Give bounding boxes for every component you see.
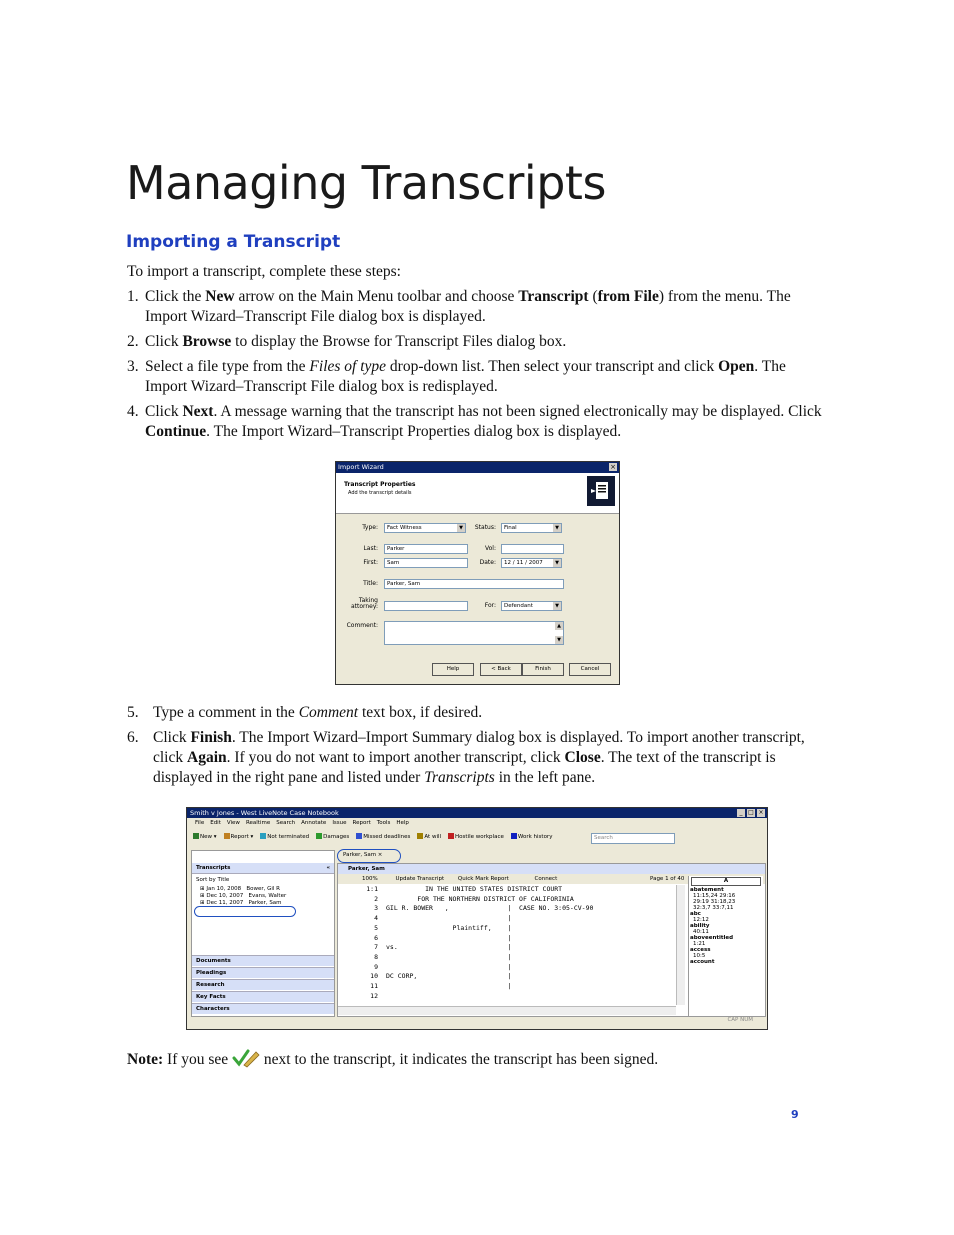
case-notebook-screenshot — [186, 807, 768, 1030]
minimize-icon[interactable]: _ — [737, 809, 745, 817]
line-numbers — [338, 885, 378, 1001]
line-number: 9 — [374, 962, 378, 971]
signed-check-pencil-icon — [232, 1048, 260, 1068]
section-key-facts[interactable] — [192, 991, 334, 1002]
index-word[interactable]: aboveentitled — [690, 935, 734, 941]
step-text: Finish — [190, 729, 232, 746]
tab-parker-sam[interactable]: Parker, Sam × — [343, 852, 383, 858]
wizard-header-subtitle: Add the transcript details — [348, 490, 412, 496]
note — [127, 1048, 658, 1070]
transcript-line: IN THE UNITED STATES DISTRICT COURT — [386, 885, 563, 893]
step-number: 1. — [127, 288, 139, 305]
menu-item-issue[interactable]: Issue — [332, 820, 347, 826]
step-item — [127, 703, 827, 723]
step-text: from File — [597, 288, 659, 305]
step-text: Click — [145, 333, 183, 350]
collapse-icon: « — [326, 865, 330, 871]
scroll-up-icon[interactable]: ▲ — [555, 622, 563, 630]
toolbar-item[interactable] — [448, 834, 504, 840]
vol-label: Vol: — [485, 545, 496, 552]
toolbar-label: Missed deadlines — [363, 833, 411, 840]
page-number: 9 — [791, 1108, 799, 1121]
step-text: . The text of the transcript is displayed in the right pane and listed under — [153, 749, 776, 786]
step-text: Browse — [182, 333, 232, 350]
step-number: 3. — [127, 358, 139, 375]
step-text: Next — [182, 403, 214, 420]
first-label: First: — [363, 559, 378, 566]
section-documents[interactable] — [192, 955, 334, 966]
step-item — [127, 357, 827, 397]
transcript-text — [386, 885, 671, 1001]
line-number: 1:1 — [366, 885, 378, 893]
transcript-line: | — [386, 914, 512, 923]
tag-color-icon — [356, 833, 362, 839]
transcript-line: | — [386, 952, 512, 961]
note-label: Note: — [127, 1051, 164, 1068]
menu-item-realtime[interactable]: Realtime — [245, 820, 271, 826]
step-text: arrow on the Main Menu toolbar and choose — [234, 288, 519, 305]
line-number: 12 — [370, 991, 378, 1000]
menu-item-edit[interactable]: Edit — [210, 820, 221, 826]
section-label: Research — [196, 982, 225, 988]
last-name-field[interactable]: Parker — [384, 544, 468, 554]
step-text: in the left pane. — [494, 769, 596, 786]
page-title: Managing Transcripts — [126, 156, 606, 210]
steps-list-1 — [127, 287, 827, 447]
menu-item-view[interactable]: View — [226, 820, 240, 826]
index-letter[interactable]: A — [691, 877, 761, 886]
menu-item-annotate[interactable]: Annotate — [301, 820, 327, 826]
quick-mark-report-button[interactable]: Quick Mark Report — [457, 876, 509, 882]
line-number: 3 — [374, 904, 378, 913]
line-number: 7 — [374, 943, 378, 952]
step-number: 6. — [127, 729, 139, 746]
chevron-down-icon: ▼ — [553, 602, 561, 610]
index-reference[interactable]: 10:5 — [693, 953, 706, 959]
tag-color-icon — [448, 833, 454, 839]
toolbar-item[interactable] — [260, 834, 309, 840]
type-label: Type: — [362, 524, 378, 531]
step-text: . The Import Wizard–Transcript Properties dialog box is displayed. — [206, 423, 622, 440]
step-text: ) from the menu. The Import Wizard–Transcript File dialog box is displayed. — [145, 288, 791, 325]
toolbar-label: Report ▾ — [230, 833, 254, 840]
taking-attorney-label: Taking attorney: — [350, 597, 378, 610]
comment-field[interactable] — [384, 621, 564, 645]
scroll-down-icon[interactable]: ▼ — [555, 636, 563, 644]
step-text: Transcript — [518, 288, 589, 305]
step-text: Transcripts — [424, 769, 495, 786]
date-label: Date: — [479, 559, 496, 566]
comment-label: Comment: — [346, 622, 378, 629]
menu-item-file[interactable]: File — [195, 820, 205, 826]
status-label: Status: — [474, 524, 496, 531]
main-toolbar — [193, 833, 559, 840]
step-text: Files of type — [309, 358, 387, 375]
type-value: Fact Witness — [387, 525, 422, 531]
menu-item-report[interactable]: Report — [352, 820, 371, 826]
title-label: Title: — [363, 580, 378, 587]
back-button[interactable]: < Back — [480, 663, 522, 676]
transcript-line: | — [386, 982, 512, 991]
toolbar-label: New ▾ — [200, 833, 217, 840]
step-text: Click — [153, 729, 191, 746]
tab-label: Parker, Sam — [343, 852, 377, 858]
line-number: 4 — [374, 914, 378, 923]
step-text: . The Import Wizard–Transcript File dialog box is redisplayed. — [145, 358, 786, 395]
chevron-down-icon: ▼ — [553, 559, 561, 567]
status-value: Final — [504, 525, 517, 531]
transcript-line: GIL R. BOWER , | CASE NO. 3:05-CV-90 — [386, 904, 594, 913]
for-label: For: — [484, 602, 496, 609]
step-text: Click the — [145, 288, 206, 305]
index-reference[interactable]: 32:3,7 33:7,11 — [693, 905, 734, 911]
step-text: Type a comment in the — [153, 704, 299, 721]
toolbar-item[interactable] — [224, 834, 254, 840]
status-bar: CAP NUM — [727, 1017, 753, 1023]
transcript-list-item[interactable]: ⊞ Dec 10, 2007 Evans, Walter — [200, 893, 287, 899]
step-text: . The Import Wizard–Import Summary dialog box is displayed. To import another transcript, click — [153, 729, 805, 766]
toolbar-label: At will — [424, 833, 442, 840]
toolbar-item[interactable] — [511, 834, 553, 840]
page-indicator: Page 1 of 40 — [650, 876, 685, 882]
index-reference[interactable]: 11:15,24 29:16 — [693, 893, 736, 899]
step-text: Comment — [298, 704, 359, 721]
index-reference[interactable]: 12:12 — [693, 917, 709, 923]
step-text: . If you do not want to import another transcript, click — [226, 749, 565, 766]
transcripts-header-label: Transcripts — [196, 865, 231, 871]
wizard-titlebar — [336, 462, 619, 473]
import-wizard-screenshot — [335, 461, 620, 685]
last-label: Last: — [363, 545, 378, 552]
transcript-list — [192, 886, 334, 907]
line-number: 11 — [370, 982, 378, 991]
toolbar-item[interactable] — [316, 834, 349, 840]
transcript-line: vs. | — [386, 943, 512, 952]
step-number: 4. — [127, 403, 139, 420]
index-word[interactable]: account — [690, 959, 715, 965]
date-value: 12 / 11 / 2007 — [504, 560, 543, 566]
wizard-title: Import Wizard — [338, 463, 384, 471]
toolbar-item[interactable] — [417, 834, 441, 840]
steps-list-2 — [127, 703, 827, 793]
line-number: 6 — [374, 933, 378, 942]
line-number: 5 — [374, 923, 378, 932]
tag-color-icon — [511, 833, 517, 839]
transcript-line: Plaintiff, | — [386, 923, 512, 932]
notebook-title: Smith v Jones - West LiveNote Case Notebook — [190, 809, 339, 817]
transcript-line: DC CORP, | — [386, 972, 512, 981]
section-label: Documents — [196, 958, 231, 964]
wizard-logo-icon — [587, 476, 615, 506]
highlight-circle — [194, 906, 296, 917]
menu-bar — [195, 820, 415, 826]
step-text: to display the Browse for Transcript Files dialog box. — [231, 333, 567, 350]
sort-dropdown[interactable] — [192, 874, 334, 886]
tag-color-icon — [316, 833, 322, 839]
step-text: . A message warning that the transcript has not been signed electronically may be displayed. Click — [213, 403, 822, 420]
transcript-pane — [337, 863, 766, 1017]
first-name-field[interactable]: Sam — [384, 558, 468, 568]
step-text: text box, if desired. — [358, 704, 483, 721]
tag-color-icon — [224, 833, 230, 839]
line-number: 8 — [374, 952, 378, 961]
sort-label: Sort by Title — [196, 877, 230, 883]
close-icon[interactable]: × — [610, 463, 616, 471]
line-number: 2 — [374, 894, 378, 903]
toolbar-label: Not terminated — [267, 833, 310, 840]
chevron-down-icon: ▼ — [553, 524, 561, 532]
toolbar-item[interactable] — [193, 834, 217, 840]
transcript-scrollbar[interactable] — [676, 885, 685, 1005]
menu-item-tools[interactable]: Tools — [376, 820, 391, 826]
step-text: Click — [145, 403, 183, 420]
close-icon[interactable]: × — [758, 809, 764, 816]
wizard-header — [336, 473, 619, 514]
chevron-down-icon: ▼ — [457, 524, 465, 532]
index-word[interactable]: access — [690, 947, 711, 953]
toolbar-label: Damages — [323, 833, 350, 840]
step-number: 5. — [127, 704, 139, 721]
horizontal-scrollbar[interactable] — [338, 1006, 676, 1015]
connect-button[interactable]: Connect — [534, 876, 558, 882]
toolbar-item[interactable] — [356, 834, 410, 840]
line-number: 10 — [370, 972, 378, 981]
step-item — [127, 728, 827, 788]
step-text: ( — [588, 288, 598, 305]
step-text: drop-down list. Then select your transcript and click — [386, 358, 719, 375]
toolbar-label: Hostile workplace — [455, 833, 504, 840]
toolbar-label: Work history — [517, 833, 553, 840]
note-text-before: If you see — [163, 1051, 233, 1068]
word-index-pane — [688, 876, 763, 1016]
note-text-after: next to the transcript, it indicates the transcript has been signed. — [260, 1051, 659, 1068]
section-label: Key Facts — [196, 994, 226, 1000]
update-transcript-button[interactable]: Update Transcript — [395, 876, 445, 882]
step-item — [127, 287, 827, 327]
menu-item-search[interactable]: Search — [276, 820, 296, 826]
section-label: Characters — [196, 1006, 230, 1012]
section-heading: Importing a Transcript — [126, 232, 341, 252]
index-reference[interactable]: 40:11 — [693, 929, 709, 935]
finish-button[interactable]: Finish — [522, 663, 564, 676]
step-text: Open — [718, 358, 755, 375]
index-reference[interactable]: 1:21 — [693, 941, 706, 947]
status-select[interactable] — [501, 523, 562, 533]
index-word[interactable]: abc — [690, 911, 701, 917]
transcript-line: | — [386, 933, 512, 942]
step-text: Select a file type from the — [145, 358, 310, 375]
transcripts-header[interactable] — [192, 863, 334, 874]
index-word[interactable]: ability — [690, 923, 710, 929]
tag-color-icon — [260, 833, 266, 839]
cancel-button[interactable]: Cancel — [569, 663, 611, 676]
transcript-line: | — [386, 962, 512, 971]
section-pleadings[interactable] — [192, 967, 334, 978]
step-item — [127, 332, 827, 352]
step-text: Again — [187, 749, 227, 766]
for-value: Defendant — [504, 603, 533, 609]
for-select[interactable] — [501, 601, 562, 611]
zoom-select[interactable]: 100% — [362, 876, 378, 882]
transcript-line: FOR THE NORTHERN DISTRICT OF CALIFORINIA — [386, 894, 574, 903]
tag-color-icon — [193, 833, 199, 839]
step-number: 2. — [127, 333, 139, 350]
step-text: Close — [564, 749, 601, 766]
index-word[interactable]: abatement — [690, 887, 724, 893]
step-text: Continue — [145, 423, 207, 440]
search-input[interactable]: Search — [591, 833, 675, 844]
transcript-list-item[interactable]: ⊞ Dec 11, 2007 Parker, Sam — [200, 900, 282, 906]
maximize-icon[interactable]: □ — [748, 809, 754, 816]
type-select[interactable] — [384, 523, 466, 533]
taking-attorney-field[interactable] — [384, 601, 468, 611]
intro-text: To import a transcript, complete these steps: — [127, 263, 401, 280]
left-pane — [191, 850, 335, 1017]
date-select[interactable] — [501, 558, 562, 568]
tag-color-icon — [417, 833, 423, 839]
section-label: Pleadings — [196, 970, 227, 976]
step-item — [127, 402, 827, 442]
notebook-titlebar — [187, 808, 767, 818]
wizard-header-title: Transcript Properties — [344, 481, 416, 488]
menu-item-help[interactable]: Help — [396, 820, 409, 826]
section-characters[interactable] — [192, 1003, 334, 1014]
transcript-line — [386, 992, 671, 1002]
transcript-list-item[interactable]: ⊞ Jan 10, 2008 Bower, Gil R — [200, 886, 280, 892]
vol-field[interactable] — [501, 544, 564, 554]
step-text: New — [205, 288, 235, 305]
section-research[interactable] — [192, 979, 334, 990]
index-reference[interactable]: 29:19 31:18,23 — [693, 899, 736, 905]
help-button[interactable]: Help — [432, 663, 474, 676]
title-field[interactable]: Parker, Sam — [384, 579, 564, 589]
doc-title: Parker, Sam — [338, 864, 765, 874]
